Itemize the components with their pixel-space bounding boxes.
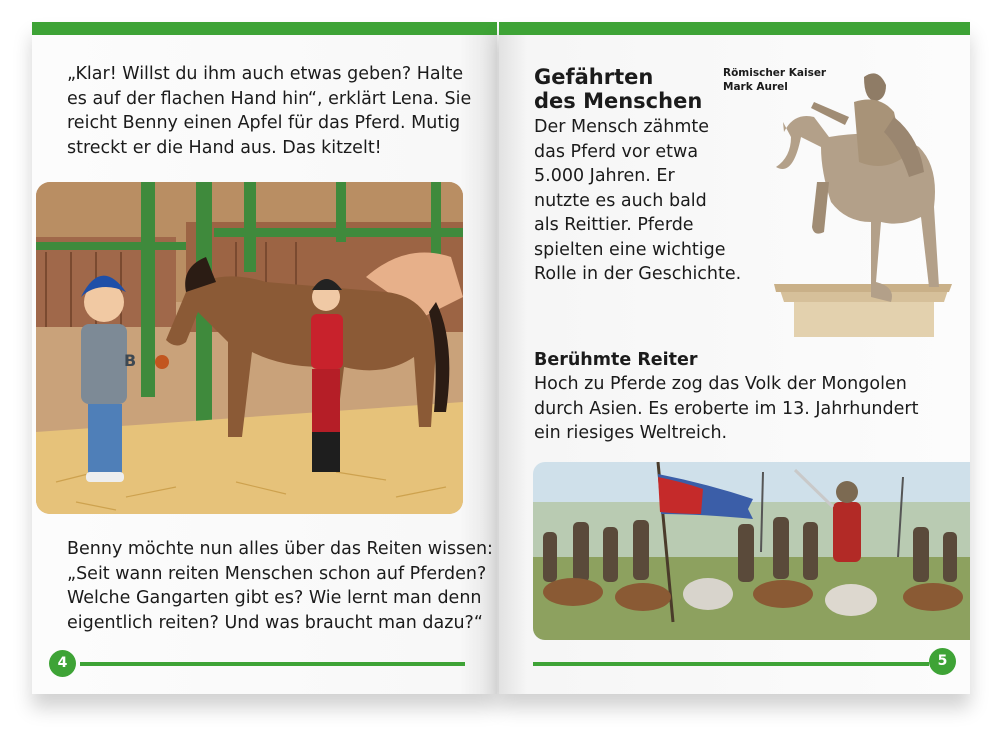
text-line: Rolle in der Geschichte. bbox=[534, 264, 742, 284]
page-number-badge: 5 bbox=[929, 648, 956, 675]
text-line: eigentlich reiten? Und was braucht man dazu?“ bbox=[67, 612, 483, 633]
text-line: Der Mensch zähmte bbox=[534, 117, 710, 137]
subheading-famous-riders: Berühmte Reiter bbox=[534, 350, 698, 370]
left-page bbox=[32, 22, 497, 694]
intro-text bbox=[534, 115, 741, 287]
section-heading bbox=[534, 65, 702, 113]
left-footer-line bbox=[80, 662, 465, 666]
text-line: Benny möchte nun alles über das Reiten wissen: bbox=[67, 539, 493, 559]
stable-horse-children-illustration bbox=[36, 182, 463, 514]
text-line: spielten eine wichtige bbox=[534, 239, 726, 260]
shirt-letter: B bbox=[124, 351, 137, 370]
text-line: durch Asien. Es eroberte im 13. Jahrhundert bbox=[534, 398, 919, 419]
text-line: als Reittier. Pferde bbox=[534, 215, 694, 235]
mongol-illustration bbox=[533, 462, 970, 640]
mongol-horsemen-illustration bbox=[533, 462, 970, 640]
page-number-badge: 4 bbox=[49, 650, 76, 677]
right-footer-line bbox=[533, 662, 929, 666]
text-line: Welche Gangarten gibt es? Wie lernt man denn bbox=[67, 588, 482, 608]
caption-line: Römischer Kaiser bbox=[723, 67, 827, 79]
text-line: das Pferd vor etwa bbox=[534, 141, 699, 162]
text-line: ein riesiges Weltreich. bbox=[534, 423, 728, 443]
stable-illustration bbox=[36, 182, 463, 514]
text-line: „Seit wann reiten Menschen schon auf Pferden? bbox=[67, 563, 487, 584]
text-line: 5.000 Jahren. Er bbox=[534, 166, 675, 186]
text-line: reicht Benny einen Apfel für das Pferd. Mutig bbox=[67, 113, 461, 133]
right-page bbox=[499, 22, 970, 694]
equestrian-statue-icon bbox=[754, 62, 954, 337]
text-line: streckt er die Hand aus. Das kitzelt! bbox=[67, 137, 382, 158]
text-line: nutzte es auch bald bbox=[534, 190, 707, 211]
caption-line: Mark Aurel bbox=[723, 81, 788, 93]
question-paragraph bbox=[67, 537, 493, 635]
right-top-bar bbox=[499, 22, 970, 35]
heading-line: Gefährten bbox=[534, 65, 654, 89]
statue-illustration bbox=[754, 62, 954, 337]
heading-line: des Menschen bbox=[534, 89, 703, 113]
text-line: „Klar! Willst du ihm auch etwas geben? Halte bbox=[67, 64, 464, 84]
left-top-bar bbox=[32, 22, 497, 35]
intro-paragraph bbox=[67, 62, 471, 160]
text-line: Hoch zu Pferde zog das Volk der Mongolen bbox=[534, 374, 907, 394]
riders-text bbox=[534, 372, 918, 446]
text-line: es auf der flachen Hand hin“, erklärt Lena. Sie bbox=[67, 88, 472, 109]
